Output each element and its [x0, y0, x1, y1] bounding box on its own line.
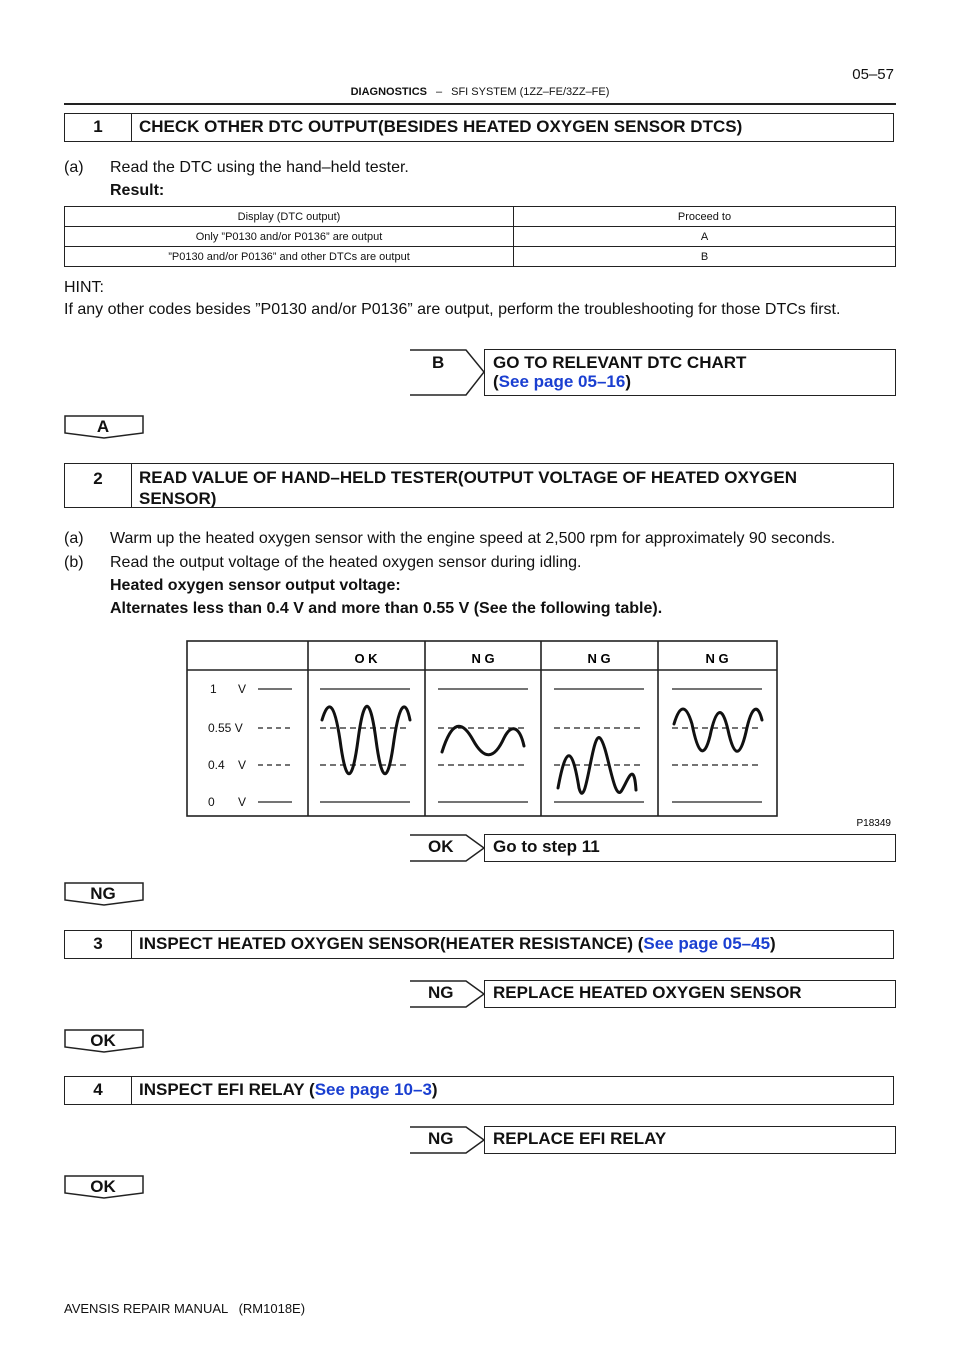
flow-tab-label: OK: [90, 1031, 116, 1050]
flow-tab-ng: [64, 882, 142, 902]
branch-action: REPLACE EFI RELAY: [484, 1126, 896, 1154]
table-header-cell: Display (DTC output): [65, 207, 514, 227]
table-cell: A: [514, 227, 896, 247]
header-section: DIAGNOSTICS: [350, 86, 427, 98]
header-rule: [64, 103, 896, 105]
running-header: [0, 86, 960, 98]
result-label: Result:: [110, 182, 165, 199]
step-3-box: [64, 930, 894, 959]
hint-label: HINT:: [64, 279, 104, 296]
branch-tag: NG: [428, 983, 454, 1002]
table-cell: Only ”P0130 and/or P0136” are output: [65, 227, 514, 247]
step-title: CHECK OTHER DTC OUTPUT(BESIDES HEATED OXYGEN SENSOR DTCS): [139, 117, 743, 136]
branch-action-ref: (See page 05–16): [493, 372, 631, 391]
branch-ng: [410, 1126, 896, 1154]
header-separator: –: [435, 86, 443, 98]
branch-action: REPLACE HEATED OXYGEN SENSOR: [484, 980, 896, 1008]
branch-tag: NG: [428, 1129, 454, 1148]
figure-col-ok: O K: [354, 651, 378, 666]
flow-tab-a: [64, 415, 142, 435]
page-link[interactable]: See page 10–3: [314, 1080, 432, 1099]
footer-manual-title: AVENSIS REPAIR MANUAL (RM1018E): [64, 1301, 306, 1316]
branch-b: [410, 349, 896, 396]
dtc-result-table: [64, 206, 896, 267]
spec-title: Heated oxygen sensor output voltage:: [110, 577, 401, 594]
figure-col-ng: N G: [705, 651, 729, 666]
waveform-ng-1: [442, 726, 524, 755]
table-cell: ”P0130 and/or P0136” and other DTCs are output: [65, 247, 514, 267]
voltage-label: 0.55 V: [208, 721, 243, 735]
flow-tab-ok: [64, 1029, 142, 1049]
table-row: [65, 227, 896, 247]
voltage-label: 1: [210, 682, 217, 696]
table-header-row: [65, 207, 896, 227]
step-title: INSPECT HEATED OXYGEN SENSOR(HEATER RESISTANCE) (See page 05–45): [139, 934, 776, 953]
table-row: [65, 247, 896, 267]
branch-ok: [410, 834, 896, 862]
branch-tag: OK: [428, 837, 454, 856]
table-cell: B: [514, 247, 896, 267]
page-link[interactable]: See page 05–16: [498, 372, 626, 391]
page-number: 05–57: [852, 66, 894, 83]
step-2-box: [64, 463, 894, 508]
branch-ng: [410, 980, 896, 1008]
page-link[interactable]: See page 05–45: [643, 934, 771, 953]
flow-tab-label: NG: [90, 884, 116, 903]
voltage-label: V: [238, 682, 247, 696]
step-number: 1: [65, 114, 132, 141]
step-number: 2: [65, 464, 132, 507]
voltage-label: V: [238, 795, 247, 809]
voltage-label: 0: [208, 795, 215, 809]
figure-col-ng: N G: [587, 651, 611, 666]
step-4-box: [64, 1076, 894, 1105]
flow-tab-label: OK: [90, 1177, 116, 1196]
waveform-ng-3: [674, 709, 762, 751]
voltage-waveform-figure: [186, 640, 896, 830]
step-title: INSPECT EFI RELAY (See page 10–3): [139, 1080, 438, 1099]
branch-tag: B: [432, 353, 445, 372]
header-subsection: SFI SYSTEM (1ZZ–FE/3ZZ–FE): [451, 86, 610, 98]
branch-arrow-icon: [410, 349, 486, 396]
step-number: 3: [65, 931, 132, 958]
step-number: 4: [65, 1077, 132, 1104]
voltage-label: V: [238, 758, 247, 772]
step-title: READ VALUE OF HAND–HELD TESTER(OUTPUT VOLTAGE OF HEATED OXYGEN SENSOR): [139, 468, 797, 508]
flow-tab-label: A: [96, 417, 110, 436]
flow-tab-ok: [64, 1175, 142, 1195]
waveform-ok: [322, 706, 410, 774]
figure-col-ng: N G: [471, 651, 495, 666]
figure-id: P18349: [856, 818, 891, 829]
hint-text: If any other codes besides ”P0130 and/or P0136” are output, perform the troubleshooting for those DTCs first.: [64, 301, 841, 318]
step-1-box: [64, 113, 894, 142]
voltage-label: 0.4: [208, 758, 225, 772]
branch-action: Go to step 11: [484, 834, 896, 862]
branch-action-title: GO TO RELEVANT DTC CHART: [493, 353, 747, 372]
table-header-cell: Proceed to: [514, 207, 896, 227]
spec-text: Alternates less than 0.4 V and more than 0.55 V (See the following table).: [110, 600, 663, 617]
branch-action-box: [484, 349, 896, 396]
